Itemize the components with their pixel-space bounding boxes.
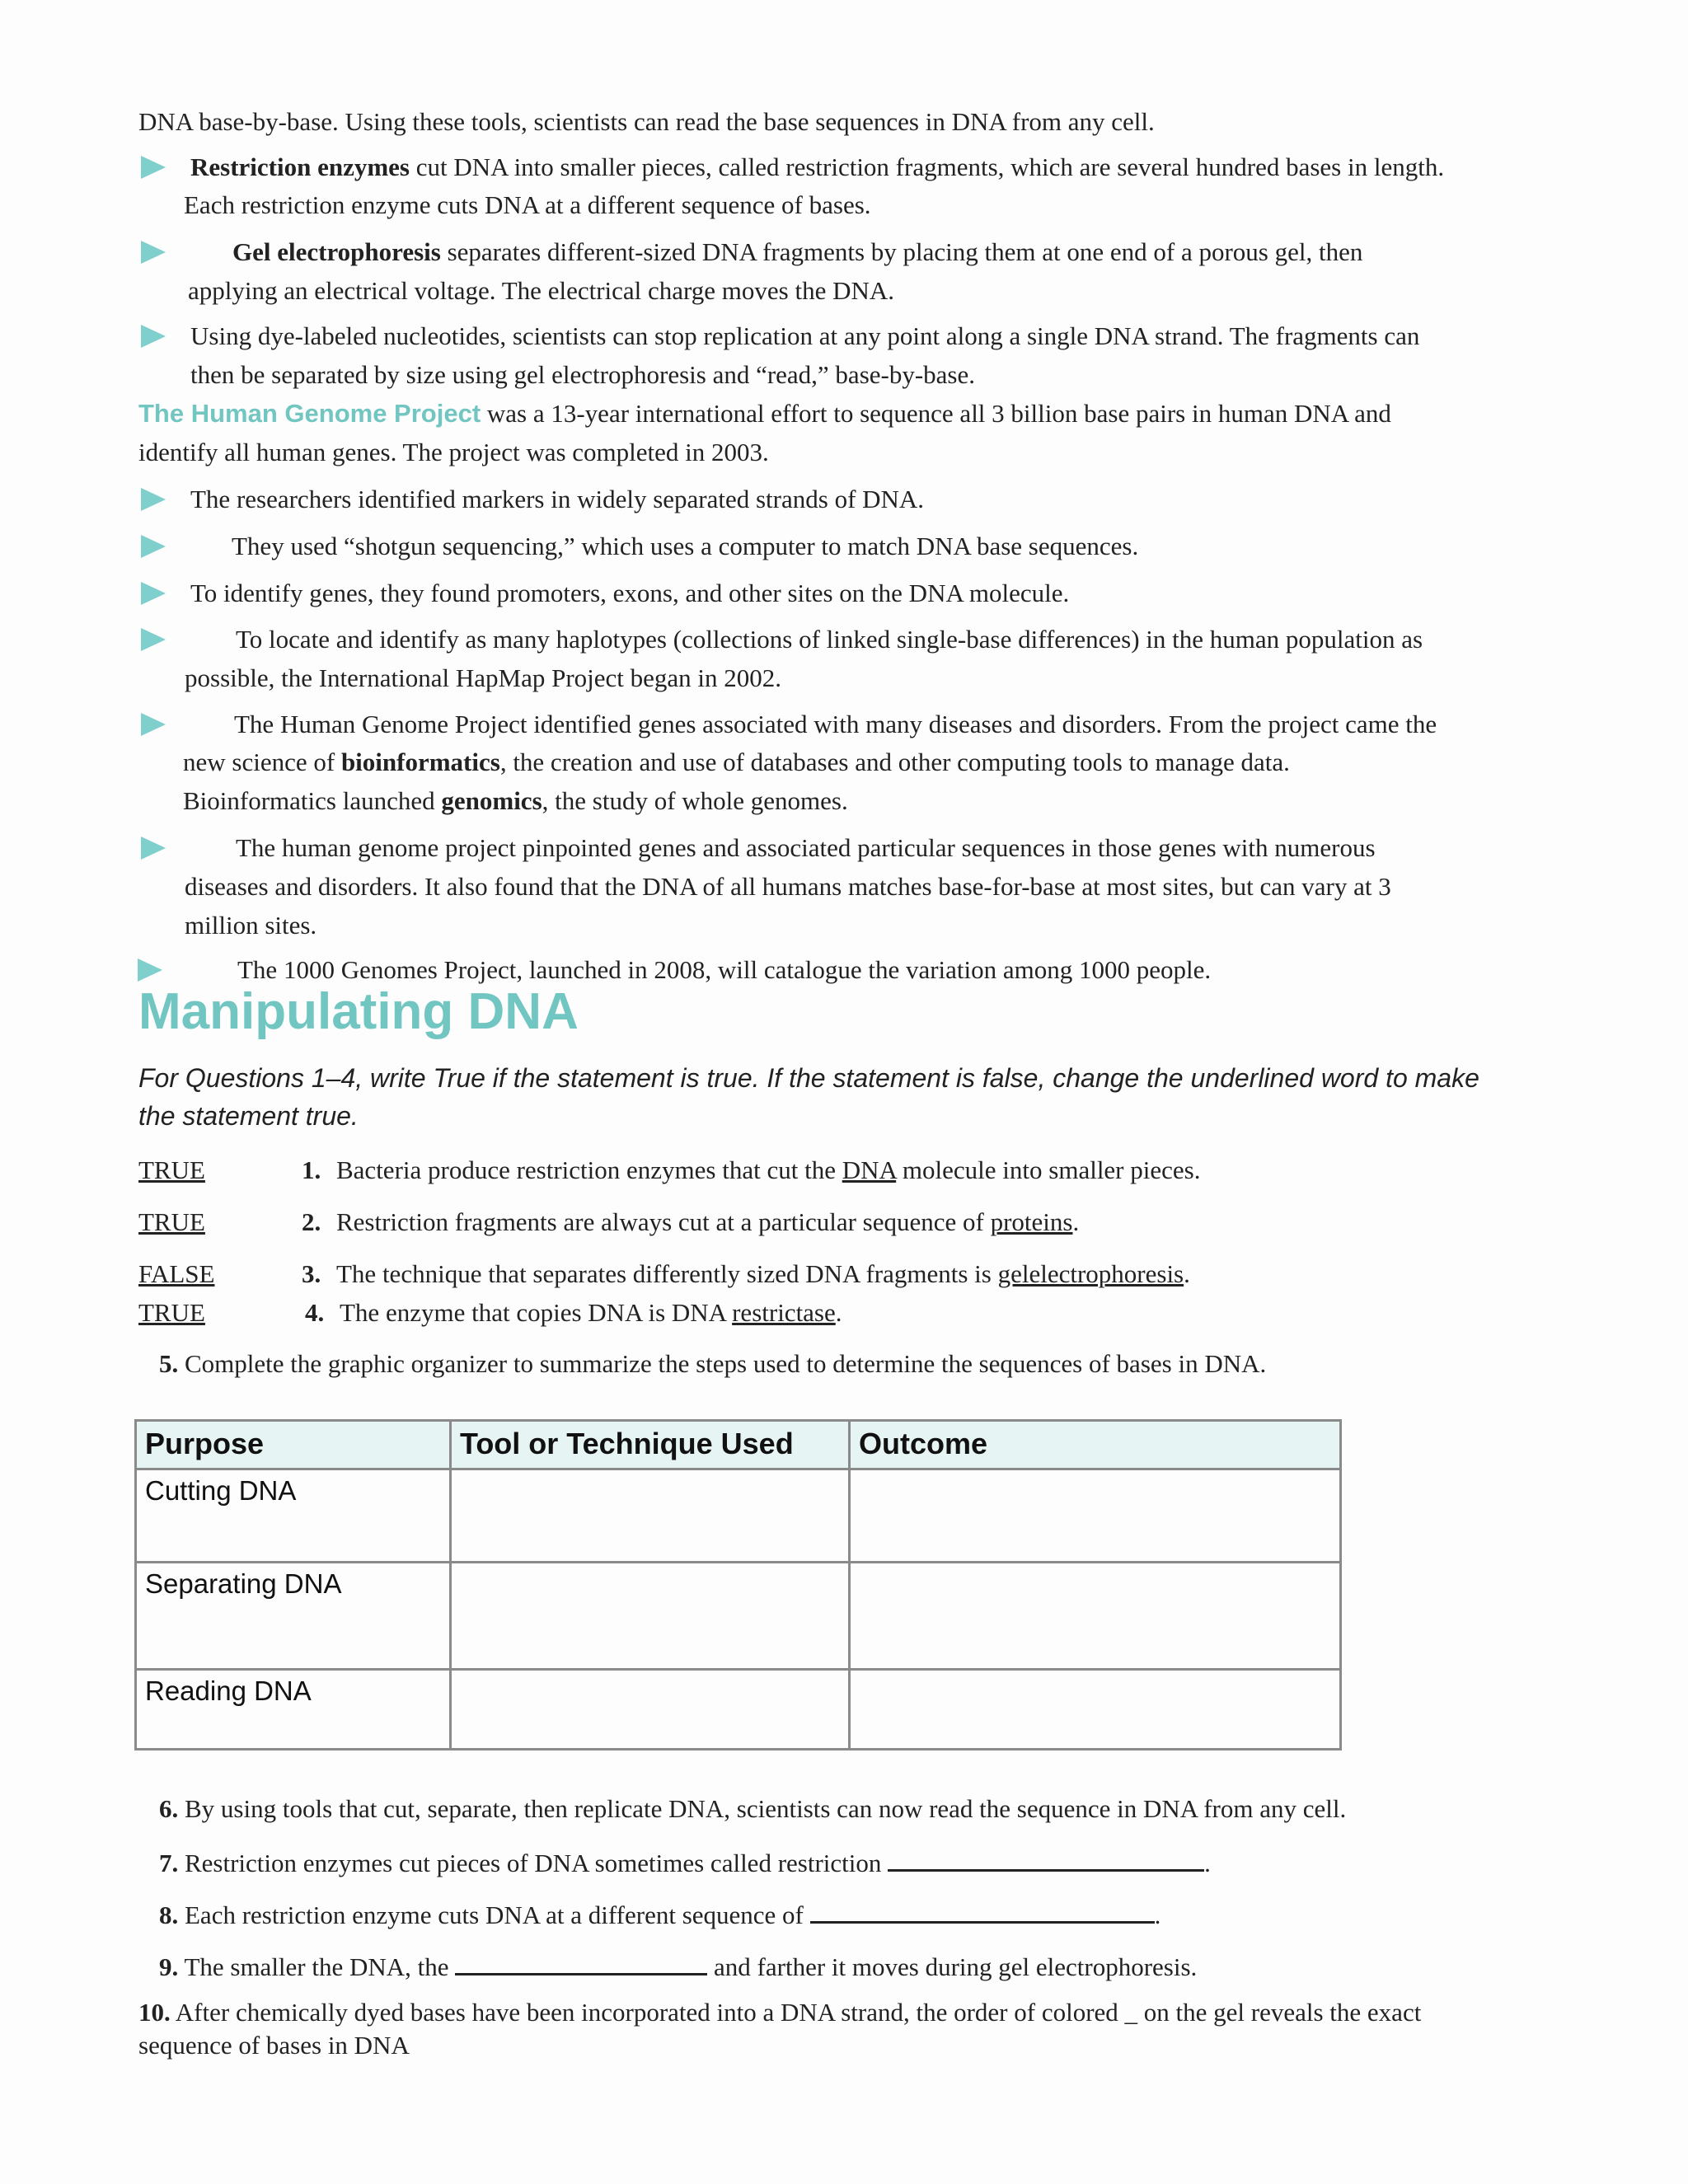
- q-text: Each restriction enzyme cuts DNA at a different sequence of: [178, 1900, 810, 1929]
- tf-question-1: [138, 1154, 1200, 1187]
- bullet-arrow-icon: [141, 241, 166, 264]
- q-number: 7.: [159, 1849, 179, 1877]
- term-restriction-enzymes: Restriction enzymes: [190, 152, 410, 181]
- underlined-word: restrictase: [732, 1298, 836, 1327]
- table-row: [136, 1469, 1341, 1563]
- q-text-end: .: [835, 1298, 842, 1327]
- underlined-word: proteins: [990, 1207, 1073, 1236]
- answer-blank-9[interactable]: [455, 1948, 707, 1975]
- gel-line2: applying an electrical voltage. The electrical charge moves the DNA.: [188, 276, 895, 305]
- answer-blank-8[interactable]: [810, 1896, 1155, 1924]
- q-number: 1.: [302, 1155, 321, 1184]
- q-text: After chemically dyed bases have been incorporated into a DNA strand, the order of colored _ on the gel reveals the exact: [170, 1998, 1422, 2027]
- q-text: Restriction fragments are always cut at a particular sequence of: [336, 1207, 991, 1236]
- q-number: 3.: [302, 1259, 321, 1288]
- hgp-bullet-4-line1: To locate and identify as many haplotypes (collections of linked single-base differences) in the human population as: [236, 625, 1423, 654]
- bullet-arrow-icon: [141, 582, 166, 605]
- hgp-line1: [138, 397, 1391, 430]
- restriction-text: cut DNA into smaller pieces, called restriction fragments, which are several hundred bases in length.: [410, 152, 1445, 181]
- question-9: [159, 1948, 1197, 1984]
- question-5: [159, 1347, 1266, 1380]
- tool-cell-input[interactable]: [451, 1670, 850, 1750]
- q-text-end: .: [1184, 1259, 1190, 1288]
- hgp-bullet-5-line2: [183, 746, 1290, 779]
- bullet-arrow-icon: [141, 156, 166, 179]
- q-number: 10.: [138, 1998, 171, 2027]
- bullet-arrow-icon: [141, 535, 166, 558]
- q-text: The enzyme that copies DNA is DNA: [340, 1298, 733, 1327]
- answer-1[interactable]: TRUE: [138, 1155, 205, 1184]
- hgp-bullet-5-line1: The Human Genome Project identified genes associated with many diseases and disorders. From the project came the: [234, 710, 1437, 738]
- question-10-line2: sequence of bases in DNA: [138, 2031, 410, 2060]
- q-text-end: and farther it moves during gel electrophoresis.: [707, 1952, 1198, 1981]
- outcome-cell-input[interactable]: [850, 1670, 1341, 1750]
- bullet-arrow-icon: [141, 628, 166, 651]
- q-number: 6.: [159, 1794, 179, 1823]
- hgp-line2: identify all human genes. The project was completed in 2003.: [138, 438, 769, 466]
- answer-2[interactable]: TRUE: [138, 1207, 205, 1236]
- intro-line: DNA base-by-base. Using these tools, scientists can read the base sequences in DNA from any cell.: [138, 107, 1155, 136]
- term-gel-electrophoresis: Gel electrophoresis: [232, 237, 441, 266]
- question-7: [159, 1844, 1211, 1880]
- outcome-cell-input[interactable]: [850, 1469, 1341, 1563]
- gel-text: separates different-sized DNA fragments by placing them at one end of a porous gel, then: [440, 237, 1363, 266]
- b5l3-pre: Bioinformatics launched: [183, 786, 442, 815]
- hgp-bullet-7: The 1000 Genomes Project, launched in 2008, will catalogue the variation among 1000 people.: [237, 955, 1212, 984]
- header-outcome: Outcome: [850, 1421, 1341, 1469]
- header-tool: Tool or Technique Used: [451, 1421, 850, 1469]
- instructions: For Questions 1–4, write True if the statement is true. If the statement is false, change the underlined word to make the statement true.: [138, 1063, 1479, 1131]
- tf-question-3: [138, 1258, 1190, 1291]
- gel-electrophoresis-text: [232, 236, 1362, 269]
- question-8: [159, 1896, 1160, 1932]
- q-number: 4.: [305, 1298, 325, 1327]
- table-row: [136, 1563, 1341, 1670]
- answer-4[interactable]: TRUE: [138, 1298, 205, 1327]
- q-text-end: .: [1072, 1207, 1080, 1236]
- term-bioinformatics: bioinformatics: [340, 748, 500, 776]
- purpose-cell: Cutting DNA: [136, 1469, 451, 1563]
- underlined-word: DNA: [842, 1155, 897, 1184]
- table-row: [136, 1670, 1341, 1750]
- restriction-line2: Each restriction enzyme cuts DNA at a different sequence of bases.: [184, 190, 871, 219]
- tf-question-2: [138, 1206, 1079, 1239]
- q-end: .: [1154, 1900, 1161, 1929]
- q-number: 9.: [159, 1952, 179, 1981]
- bullet-arrow-icon: [138, 958, 162, 982]
- bullet-arrow-icon: [141, 713, 166, 736]
- q-text: Complete the graphic organizer to summarize the steps used to determine the sequences of bases in DNA.: [178, 1349, 1267, 1378]
- purpose-cell: Reading DNA: [136, 1670, 451, 1750]
- dye-line1: Using dye-labeled nucleotides, scientists can stop replication at any point along a single DNA strand. The fragments can: [190, 321, 1420, 350]
- table-header-row: [136, 1421, 1341, 1469]
- hgp-bullet-1: The researchers identified markers in widely separated strands of DNA.: [190, 485, 925, 513]
- restriction-enzymes-text: [190, 151, 1444, 184]
- graphic-organizer-table: [134, 1419, 1342, 1750]
- hgp-bullet-6-line1: The human genome project pinpointed genes and associated particular sequences in those genes with numerous: [236, 833, 1376, 862]
- q-text: By using tools that cut, separate, then replicate DNA, scientists can now read the sequence in DNA from any cell.: [178, 1794, 1347, 1823]
- hgp-bullet-6-line3: million sites.: [185, 911, 317, 940]
- hgp-link[interactable]: The Human Genome Project: [138, 399, 481, 428]
- hgp-bullet-6-line2: diseases and disorders. It also found that the DNA of all humans matches base-for-base at most sites, but can vary at 3: [185, 872, 1391, 901]
- question-6: [159, 1793, 1346, 1825]
- bullet-arrow-icon: [141, 488, 166, 511]
- question-10-line1: [138, 1996, 1421, 2029]
- q-text: Restriction enzymes cut pieces of DNA sometimes called restriction: [178, 1849, 889, 1877]
- bullet-arrow-icon: [141, 837, 166, 860]
- section-title: Manipulating DNA: [138, 983, 579, 1040]
- underlined-word: gelelectrophoresis: [997, 1259, 1184, 1288]
- tf-question-4: [138, 1296, 842, 1329]
- hgp-bullet-3: To identify genes, they found promoters, exons, and other sites on the DNA molecule.: [190, 579, 1070, 607]
- dye-line2: then be separated by size using gel electrophoresis and “read,” base-by-base.: [190, 360, 975, 389]
- purpose-cell: Separating DNA: [136, 1563, 451, 1670]
- q-number: 2.: [302, 1207, 321, 1236]
- hgp-bullet-5-line3: [183, 785, 848, 818]
- b5-pre: new science of: [183, 748, 341, 776]
- q-number: 8.: [159, 1900, 179, 1929]
- outcome-cell-input[interactable]: [850, 1563, 1341, 1670]
- hgp-bullet-2: They used “shotgun sequencing,” which uses a computer to match DNA base sequences.: [232, 532, 1139, 560]
- q-text: The smaller the DNA, the: [178, 1952, 456, 1981]
- tool-cell-input[interactable]: [451, 1563, 850, 1670]
- header-purpose: Purpose: [136, 1421, 451, 1469]
- tool-cell-input[interactable]: [451, 1469, 850, 1563]
- hgp-line1-text: was a 13-year international effort to sequence all 3 billion base pairs in human DNA and: [481, 399, 1391, 428]
- hgp-bullet-4-line2: possible, the International HapMap Project began in 2002.: [185, 663, 782, 692]
- q-end: .: [1204, 1849, 1211, 1877]
- answer-blank-7[interactable]: [888, 1844, 1204, 1872]
- bullet-arrow-icon: [141, 325, 166, 348]
- term-genomics: genomics: [441, 786, 542, 815]
- b5l3-post: , the study of whole genomes.: [542, 786, 848, 815]
- q-text-end: molecule into smaller pieces.: [896, 1155, 1201, 1184]
- b5-post: , the creation and use of databases and other computing tools to manage data.: [499, 748, 1290, 776]
- answer-3[interactable]: FALSE: [138, 1259, 215, 1288]
- q-number: 5.: [159, 1349, 179, 1378]
- q-text: The technique that separates differently sized DNA fragments is: [336, 1259, 998, 1288]
- q-text: Bacteria produce restriction enzymes that cut the: [336, 1155, 842, 1184]
